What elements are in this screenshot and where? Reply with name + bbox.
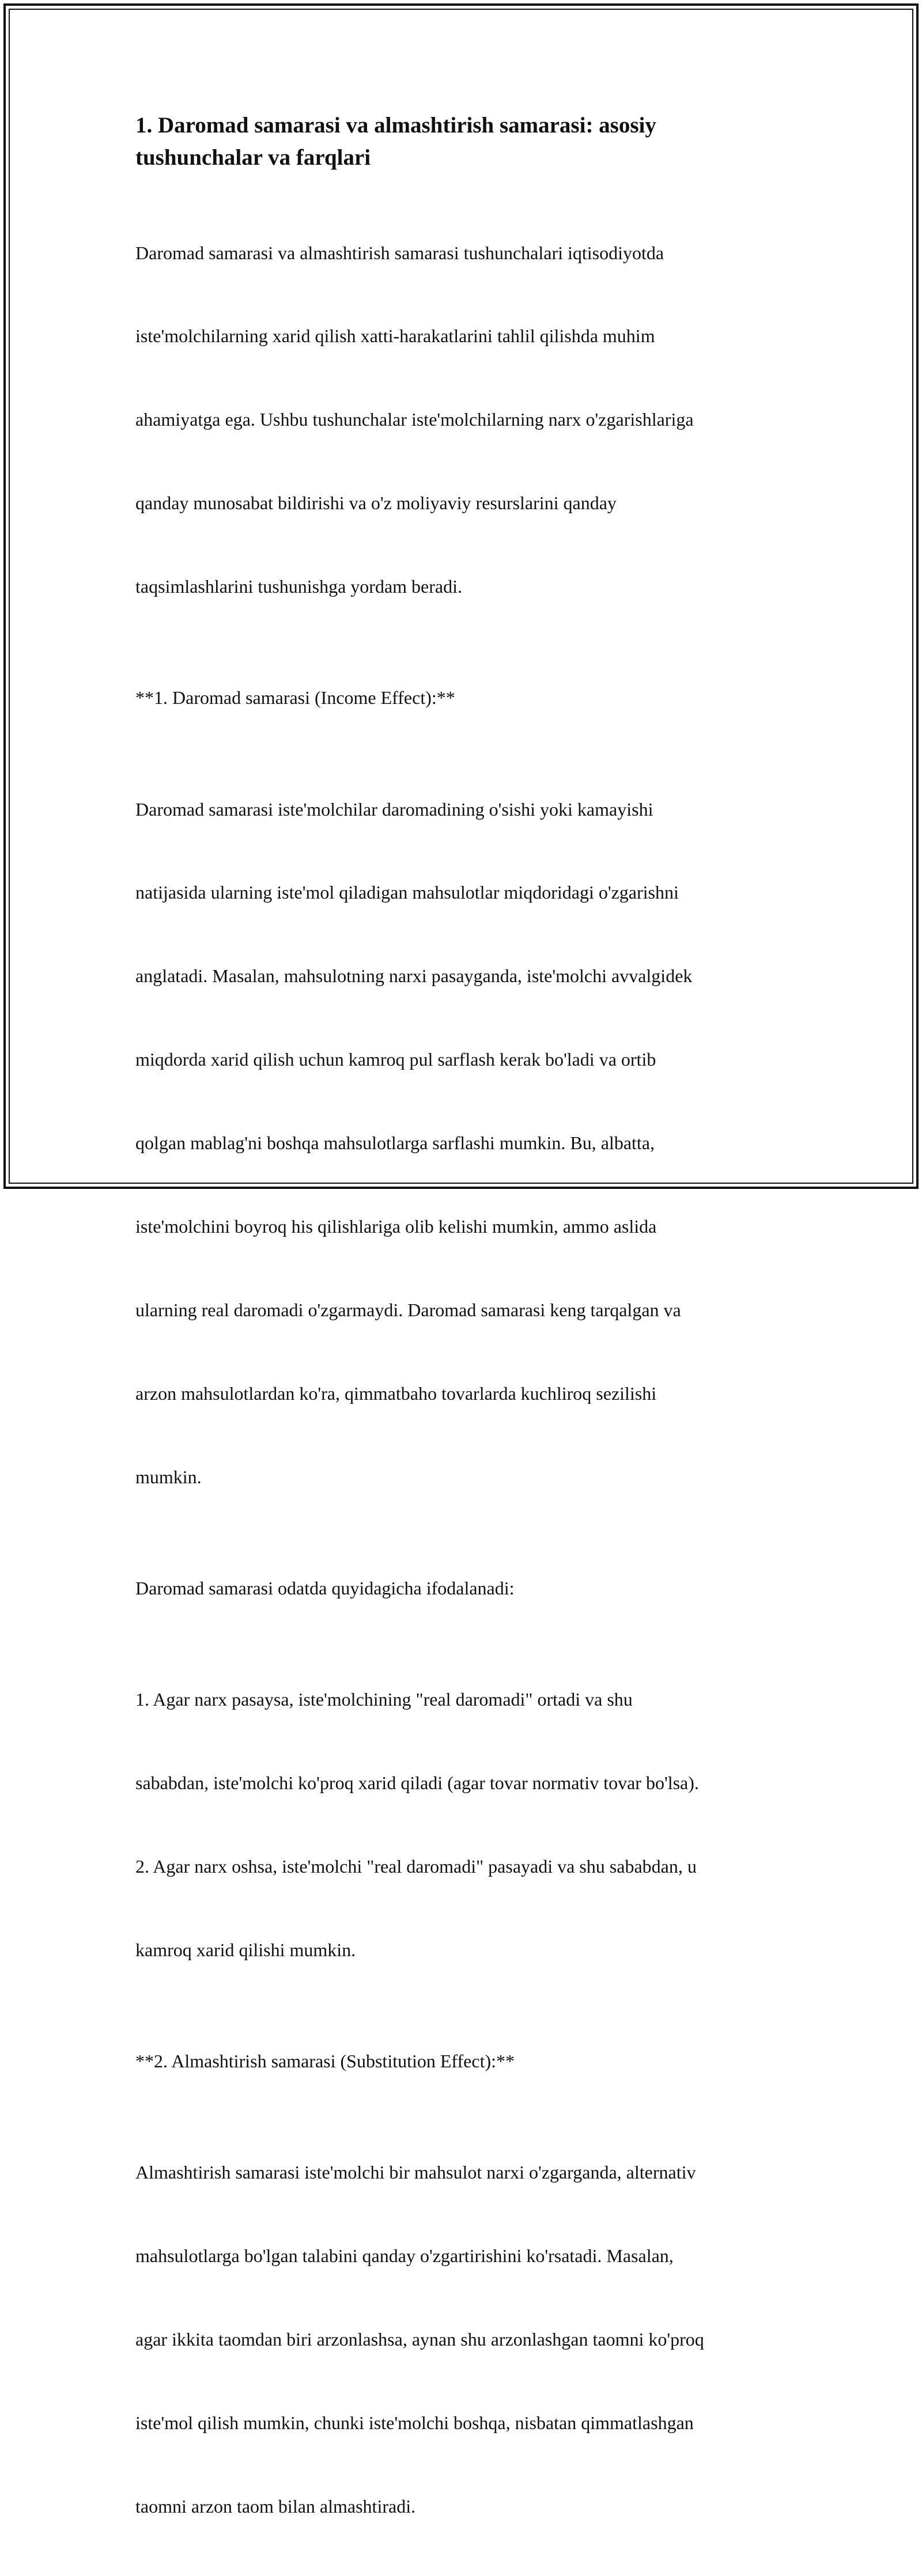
numbered-list [135, 1630, 792, 2019]
text-line: qanday munosabat bildirishi va o'z moliyaviy resurslarini qanday [135, 493, 617, 514]
text-line: ahamiyatga ega. Ushbu tushunchalar iste'molchilarning narx o'zgarishlariga [135, 409, 694, 430]
text-line: iste'molchini boyroq his qilishlariga olib kelishi mumkin, ammo aslida [135, 1215, 657, 1237]
section1-paragraph [135, 740, 792, 1547]
text-line: Daromad samarasi va almashtirish samarasi tushunchalari iqtisodiyotda [135, 242, 664, 263]
text-line: natijasida ularning iste'mol qiladigan mahsulotlar miqdoridagi o'zgarishni [135, 882, 679, 903]
document-heading [135, 109, 792, 174]
paragraph-gap [135, 712, 792, 740]
text-line: qolgan mablag'ni boshqa mahsulotlarga sarflashi mumkin. Bu, albatta, [135, 1132, 655, 1154]
expression-intro: Daromad samarasi odatda quyidagicha ifodalanadi: [135, 1577, 515, 1598]
text-line: Daromad samarasi iste'molchilar daromadining o'sishi yoki kamayishi [135, 798, 653, 820]
text-line: anglatadi. Masalan, mahsulotning narxi pasayganda, iste'molchi avvalgidek [135, 965, 693, 987]
paragraph-gap [135, 656, 792, 684]
text-line: iste'molchilarning xarid qilish xatti-harakatlarini tahlil qilishda muhim [135, 325, 655, 347]
paragraph-gap [135, 1547, 792, 1574]
heading-line: 1. Daromad samarasi va almashtirish samarasi: asosiy [135, 113, 656, 138]
text-line: ularning real daromadi o'zgarmaydi. Daromad samarasi keng tarqalgan va [135, 1299, 681, 1320]
intro-paragraph [135, 183, 792, 656]
text-line: iste'mol qilish mumkin, chunki iste'molchi boshqa, nisbatan qimmatlashgan [135, 2412, 694, 2433]
heading-line: tushunchalar va farqlari [135, 145, 371, 170]
section2-title: **2. Almashtirish samarasi (Substitution Effect):** [135, 2050, 515, 2071]
text-line: arzon mahsulotlardan ko'ra, qimmatbaho tovarlarda kuchliroq sezilishi [135, 1382, 657, 1404]
text-line: mahsulotlarga bo'lgan talabini qanday o'zgartirishini ko'rsatadi. Masalan, [135, 2245, 674, 2266]
text-line: miqdorda xarid qilish uchun kamroq pul sarflash kerak bo'ladi va ortib [135, 1049, 656, 1070]
text-line: Almashtirish samarasi iste'molchi bir mahsulot narxi o'zgarganda, alternativ [135, 2162, 696, 2183]
paragraph-gap [135, 2075, 792, 2103]
text-line: mumkin. [135, 1466, 202, 1487]
document-content [135, 109, 792, 2576]
list-line: 1. Agar narx pasaysa, iste'molchining "real daromadi" ortadi va shu [135, 1689, 633, 1710]
paragraph-gap [135, 2020, 792, 2047]
text-line: agar ikkita taomdan biri arzonlashsa, aynan shu arzonlashgan taomni ko'proq [135, 2328, 704, 2350]
list-line: 2. Agar narx oshsa, iste'molchi "real daromadi" pasayadi va shu sababdan, u [135, 1855, 697, 1877]
paragraph-gap [135, 1602, 792, 1630]
section1-title: **1. Daromad samarasi (Income Effect):** [135, 687, 455, 709]
text-line: taomni arzon taom bilan almashtiradi. [135, 2495, 416, 2517]
list-line: sababdan, iste'molchi ko'proq xarid qiladi (agar tovar normativ tovar bo'lsa). [135, 1772, 699, 1793]
document-body [135, 183, 792, 2576]
text-line: taqsimlashlarini tushunishga yordam beradi. [135, 576, 462, 597]
list-line: kamroq xarid qilishi mumkin. [135, 1939, 356, 1960]
section2-paragraph [135, 2103, 792, 2575]
